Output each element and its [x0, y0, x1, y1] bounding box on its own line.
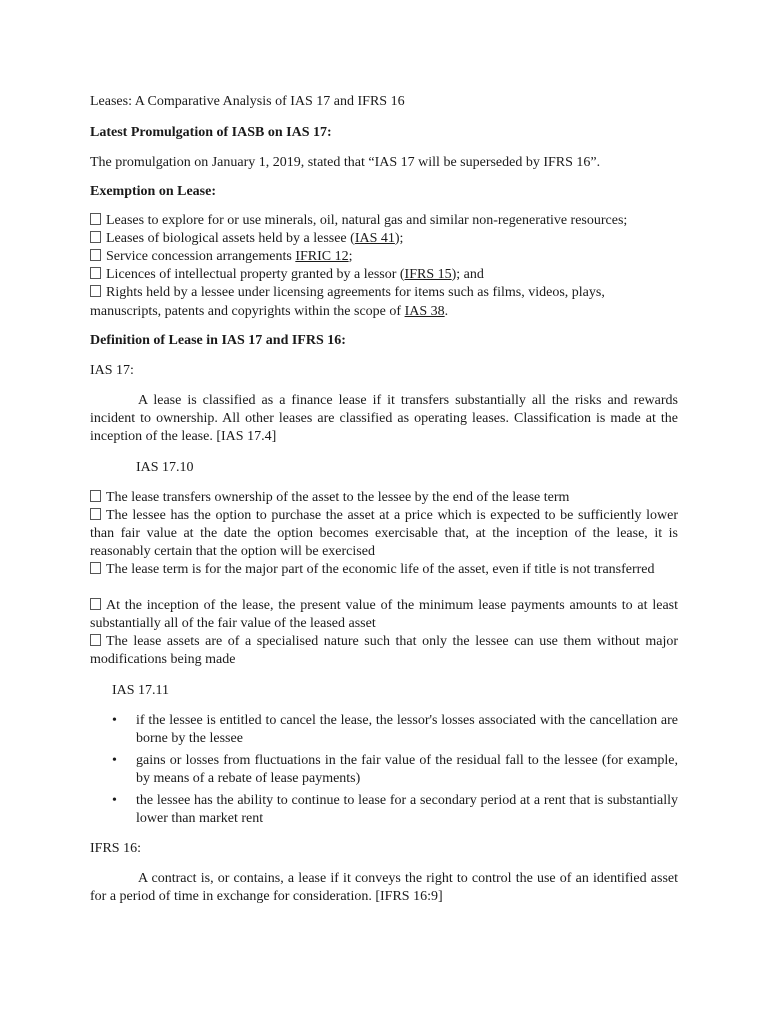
ifrs16-label: IFRS 16:	[90, 841, 141, 856]
link-ias-38[interactable]: IAS 38	[404, 304, 445, 319]
heading-exemption: Exemption on Lease:	[90, 184, 216, 199]
list-item: • gains or losses from fluctuations in the fair value of the residual fall to the lessee (for example, by means of a rebate of lease payments)	[112, 753, 678, 786]
checkbox-glyph-icon	[90, 231, 101, 243]
ias1710-item: The lease term is for the major part of the economic life of the asset, even if title is not transferred	[90, 561, 678, 579]
exemption-item: Leases of biological assets held by a lessee (IAS 41);	[90, 230, 403, 248]
ias1710-item: At the inception of the lease, the present value of the minimum lease payments amounts to at least substantially all of the fair value of the leased asset	[90, 598, 678, 631]
exemption-item-continued: manuscripts, patents and copyrights within the scope of IAS 38.	[90, 304, 449, 319]
ifrs16-paragraph: A contract is, or contains, a lease if it conveys the right to control the use of an identified asset for a period of time in exchange for consideration. [IFRS 16:9]	[90, 871, 678, 904]
exemption-item: Licences of intellectual property granted by a lessor (IFRS 15); and	[90, 266, 484, 284]
checkbox-glyph-icon	[90, 213, 101, 225]
exemption-item: Rights held by a lessee under licensing agreements for items such as films, videos, plays,	[90, 284, 605, 302]
checkbox-glyph-icon	[90, 249, 101, 261]
document-title: Leases: A Comparative Analysis of IAS 17 and IFRS 16	[90, 94, 405, 109]
checkbox-glyph-icon	[90, 285, 101, 297]
checkbox-glyph-icon	[90, 490, 101, 502]
link-ias-41[interactable]: IAS 41	[354, 231, 395, 246]
ias1710-item: The lessee has the option to purchase the asset at a price which is expected to be sufficiently lower than fair value at the date the option becomes exercisable that, at the inception of the lease, it is reasonably certain that the option will be exercised	[90, 508, 678, 559]
ias17-label: IAS 17:	[90, 363, 134, 378]
link-ifric-12[interactable]: IFRIC 12	[295, 249, 349, 264]
bullet-icon: •	[112, 793, 117, 808]
checkbox-glyph-icon	[90, 598, 101, 610]
ias17-paragraph: A lease is classified as a finance lease if it transfers substantially all the risks and rewards incident to ownership. All other leases are classified as operating leases. Classification is made at the inception of the lease. [IAS 17.4]	[90, 393, 678, 444]
ias1710-item: The lease transfers ownership of the asset to the lessee by the end of the lease term	[90, 489, 678, 507]
exemption-item: Leases to explore for or use minerals, oil, natural gas and similar non-regenerative resources;	[90, 212, 627, 230]
ias1710-label: IAS 17.10	[136, 460, 194, 475]
heading-definition: Definition of Lease in IAS 17 and IFRS 16:	[90, 333, 346, 348]
list-item: • the lessee has the ability to continue to lease for a secondary period at a rent that is substantially lower than market rent	[112, 793, 678, 826]
checkbox-glyph-icon	[90, 267, 101, 279]
checkbox-glyph-icon	[90, 634, 101, 646]
heading-promulgation: Latest Promulgation of IASB on IAS 17:	[90, 125, 332, 140]
promulgation-text: The promulgation on January 1, 2019, stated that “IAS 17 will be superseded by IFRS 16”.	[90, 155, 601, 170]
ias1710-item: The lease assets are of a specialised nature such that only the lessee can use them without major modifications being made	[90, 634, 678, 667]
bullet-icon: •	[112, 753, 117, 768]
ias1711-label: IAS 17.11	[112, 683, 170, 698]
bullet-icon: •	[112, 713, 117, 728]
checkbox-glyph-icon	[90, 562, 101, 574]
link-ifrs-15[interactable]: IFRS 15	[404, 267, 452, 282]
checkbox-glyph-icon	[90, 508, 101, 520]
list-item: • if the lessee is entitled to cancel the lease, the lessor's losses associated with the cancellation are borne by the lessee	[112, 713, 678, 746]
exemption-item: Service concession arrangements IFRIC 12;	[90, 248, 353, 266]
